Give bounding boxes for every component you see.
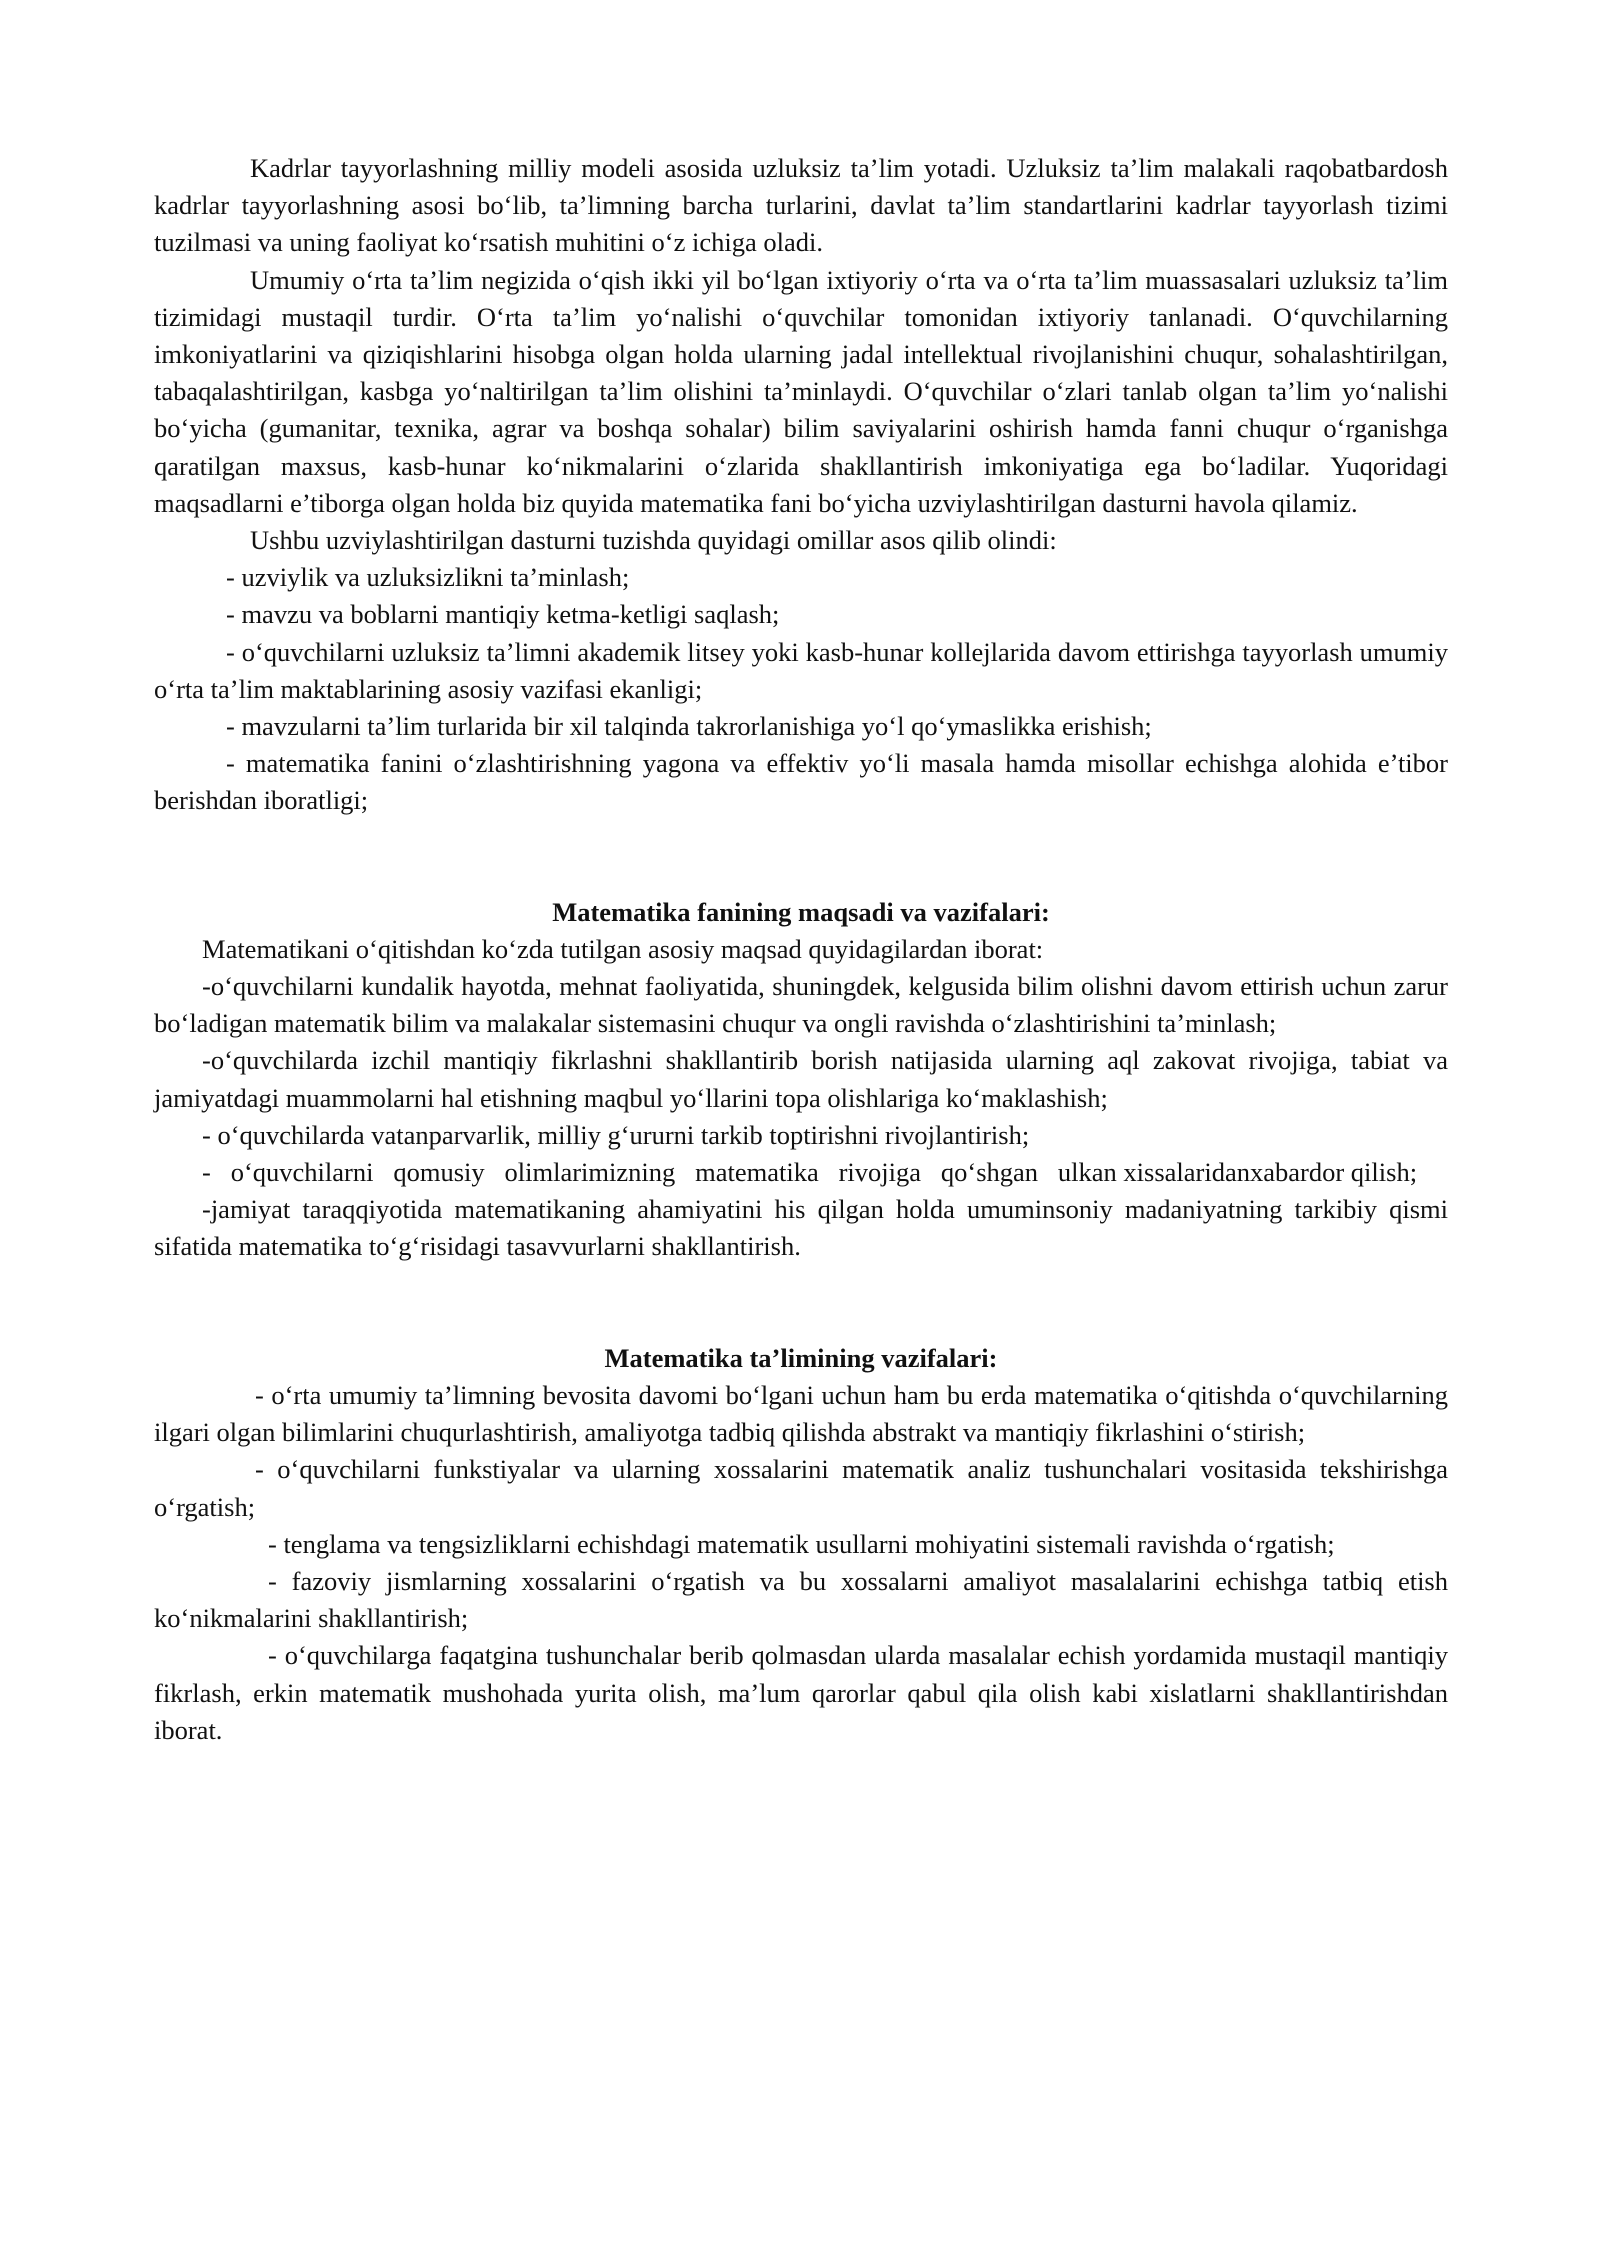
factor-item: - uzviylik va uzluksizlikni ta’minlash; (226, 562, 630, 593)
task-item: - fazoviy jismlarning xossalarini o‘rgatish va bu xossalarni amaliyot masalalarini echishga tatbiq etish ko‘nikmalarini shakllantirish; (154, 1565, 1448, 1634)
section-heading-goals: Matematika fanining maqsadi va vazifalari: (552, 896, 1050, 927)
task-item: - tenglama va tengsizliklarni echishdagi matematik usullarni mohiyatini sistemali ravishda o‘rgatish; (268, 1528, 1335, 1559)
factor-item: - mavzu va boblarni mantiqiy ketma-ketligi saqlash; (226, 599, 780, 630)
task-item: - o‘rta umumiy ta’limning bevosita davomi bo‘lgani uchun ham bu erda matematika o‘qitishda o‘quvchilarning ilgari olgan bilimlarini chuqurlashtirish, amaliyotga tadbiq qilishda abstrakt va mantiqiy fikrlashini o‘stirish; (154, 1379, 1448, 1448)
intro-paragraph-2: Umumiy o‘rta ta’lim negizida o‘qish ikki yil bo‘lgan ixtiyoriy o‘rta va o‘rta ta’lim muassasalari uzluksiz ta’lim tizimidagi mustaqil turdir. O‘rta ta’lim yo‘nalishi o‘quvchilar tomonidan ixtiyoriy tanlanadi. O‘quvchilarning imkoniyatlarini va qiziqishlarini hisobga olgan holda ularning jadal intellektual rivojlanishini chuqur, sohalashtirilgan, tabaqalashtirilgan, kasbga yo‘naltirilgan ta’lim olishini ta’minlaydi. O‘quvchilar o‘zlari tanlab olgan ta’lim yo‘nalishi bo‘yicha (gumanitar, texnika, agrar va boshqa sohalar) bilim saviyalarini oshirish hamda fanni chuqur o‘rganishga qaratilgan maxsus, kasb-hunar ko‘nikmalarini o‘zlarida shakllantirish imkoniyatiga ega bo‘ladilar. Yuqoridagi maqsadlarni e’tiborga olgan holda biz quyida matematika fani bo‘yicha uzviylashtirilgan dasturni havola qilamiz. (154, 264, 1448, 518)
factor-item: - o‘quvchilarni uzluksiz ta’limni akademik litsey yoki kasb-hunar kollejlarida davom ettirishga tayyorlash umumiy o‘rta ta’lim maktablarining asosiy vazifasi ekanligi; (154, 636, 1448, 704)
section-spacer (154, 820, 1448, 894)
task-item: - o‘quvchilarni funkstiyalar va ularning xossalarini matematik analiz tushunchalari vositasida tekshirishga o‘rgatish; (154, 1454, 1448, 1522)
goal-item: - o‘quvchilarni qomusiy olimlarimizning matematika rivojiga qo‘shgan ulkan xissalaridanxabardor qilish; (202, 1157, 1418, 1188)
section-spacer (154, 1266, 1448, 1340)
goal-item: -o‘quvchilarda izchil mantiqiy fikrlashni shakllantirib borish natijasida ularning aql zakovat rivojiga, tabiat va jamiyatdagi muammolarni hal etishning maqbul yo‘llarini topa olishlariga ko‘maklashish; (154, 1045, 1448, 1113)
goal-item: -jamiyat taraqqiyotida matematikaning ahamiyatini his qilgan holda umuminsoniy madaniyatning tarkibiy qismi sifatida matematika to‘g‘risidagi tasavvurlarni shakllantirish. (154, 1194, 1448, 1262)
intro-paragraph-1: Kadrlar tayyorlashning milliy modeli asosida uzluksiz ta’lim yotadi. Uzluksiz ta’lim malakali raqobatbardosh kadrlar tayyorlashning asosi bo‘lib, ta’limning barcha turlarini, davlat ta’lim standartlarini kadrlar tayyorlash tizimi tuzilmasi va uning faoliyat ko‘rsatish muhitini o‘z ichiga oladi. (154, 153, 1448, 258)
section-lead: Matematikani o‘qitishdan ko‘zda tutilgan asosiy maqsad quyidagilardan iborat: (202, 933, 1044, 964)
factor-item: - mavzularni ta’lim turlarida bir xil talqinda takrorlanishiga yo‘l qo‘ymaslikka erishish; (226, 711, 1152, 742)
task-item: - o‘quvchilarga faqatgina tushunchalar berib qolmasdan ularda masalalar echish yordamida mustaqil mantiqiy fikrlash, erkin matematik mushohada yurita olish, ma’lum qarorlar qabul qila olish kabi xislatlarni shakllantirishdan iborat. (154, 1640, 1448, 1745)
factor-item: - matematika fanini o‘zlashtirishning yagona va effektiv yo‘li masala hamda misollar echishga alohida e’tibor berishdan iboratligi; (154, 748, 1448, 816)
intro-paragraph-3: Ushbu uzviylashtirilgan dasturni tuzishda quyidagi omillar asos qilib olindi: (250, 525, 1057, 556)
document-page (154, 150, 1448, 1749)
goal-item: -o‘quvchilarni kundalik hayotda, mehnat faoliyatida, shuningdek, kelgusida bilim olishni davom ettirish uchun zarur bo‘ladigan matematik bilim va malakalar sistemasini chuqur va ongli ravishda o‘zlashtirishini ta’minlash; (154, 971, 1448, 1039)
goal-item: - o‘quvchilarda vatanparvarlik, milliy g‘ururni tarkib toptirishni rivojlantirish; (202, 1119, 1030, 1150)
section-heading-tasks: Matematika ta’limining vazifalari: (604, 1342, 998, 1373)
